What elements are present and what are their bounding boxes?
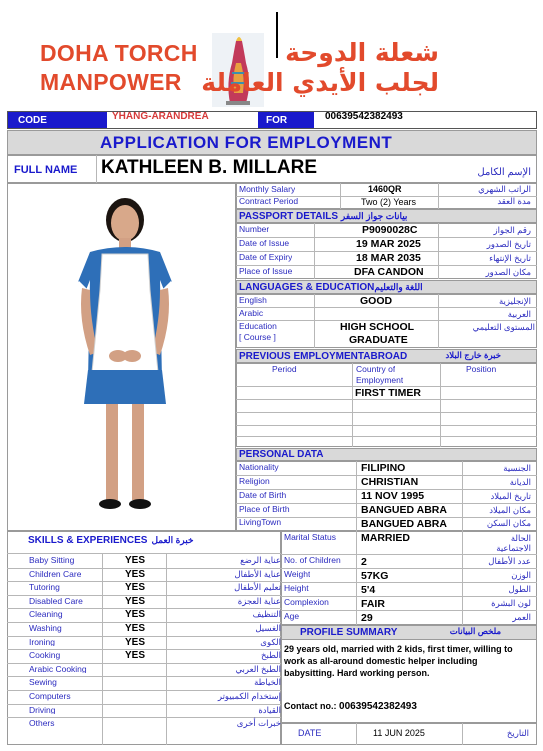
skill-label: Washing xyxy=(29,624,62,633)
education-value-line1: HIGH SCHOOL xyxy=(340,321,415,333)
for-label: FOR xyxy=(266,115,288,126)
age-label: Age xyxy=(284,612,300,621)
place-of-birth-label: Place of Birth xyxy=(239,505,290,514)
weight-label-ar: الوزن xyxy=(511,570,531,580)
weight-value: 57KG xyxy=(361,570,389,582)
previous-employment-title: PREVIOUS EMPLOYMENTABROAD xyxy=(239,351,408,362)
skill-label: Baby Sitting xyxy=(29,556,75,565)
height-label: Height xyxy=(284,584,309,593)
contract-period-label-ar: مدة العقد xyxy=(497,196,531,206)
skill-label-ar: عناية الرضع xyxy=(240,555,281,565)
height-value: 5'4 xyxy=(361,584,376,596)
previous-employment-entry: FIRST TIMER xyxy=(355,387,421,399)
company-name-ar-line2: لجلب الأيدي العاملة xyxy=(201,68,439,97)
complexion-value: FAIR xyxy=(361,598,385,610)
header-divider xyxy=(276,12,278,58)
previous-employment-title-ar: خبرة خارج البلاد xyxy=(445,350,501,360)
passport-number-value: P9090028C xyxy=(362,224,418,236)
marital-status-label-ar1: الحالة xyxy=(510,533,531,543)
contract-period-label: Contract Period xyxy=(239,197,299,206)
skill-label-ar: الطبخ xyxy=(261,650,281,661)
skill-label: Computers xyxy=(29,692,71,701)
salary-label-ar: الراتب الشهري xyxy=(478,184,531,194)
complexion-label: Complexion xyxy=(284,598,329,607)
full-name-label-ar: الإسم الكامل xyxy=(477,167,531,178)
company-name-en-line2: MANPOWER xyxy=(40,69,182,95)
date-of-birth-label-ar: تاريخ الميلاد xyxy=(490,491,531,501)
arabic-label: Arabic xyxy=(239,309,264,318)
religion-label: Religion xyxy=(239,477,270,486)
education-label: Education xyxy=(239,322,277,331)
applicant-photo xyxy=(60,190,190,526)
skills-title: SKILLS & EXPERIENCES خبرة العمل xyxy=(28,535,194,546)
passport-section-title-ar: بيانات جواز السفر xyxy=(340,211,408,221)
education-value-line2: GRADUATE xyxy=(349,334,408,346)
arabic-label-ar: العربية xyxy=(507,309,531,319)
english-value: GOOD xyxy=(360,295,393,307)
contact-line xyxy=(284,701,417,712)
children-label: No. of Children xyxy=(284,556,341,565)
date-of-issue-label-ar: تاريخ الصدور xyxy=(486,239,531,249)
english-label-ar: الإنجليزية xyxy=(498,296,531,306)
skill-value: YES xyxy=(125,609,146,621)
date-of-expiry-value: 18 MAR 2035 xyxy=(356,252,421,264)
col-position: Position xyxy=(466,365,497,374)
skill-label: Others xyxy=(29,719,55,728)
skills-title-ar: خبرة العمل xyxy=(151,535,194,545)
languages-section-title-ar: اللغة والتعليم xyxy=(374,282,423,292)
page-title: APPLICATION FOR EMPLOYMENT xyxy=(100,133,393,152)
living-town-value: BANGUED ABRA xyxy=(361,518,447,530)
skill-label: Tutoring xyxy=(29,583,60,592)
complexion-label-ar: لون البشرة xyxy=(491,598,531,608)
marital-status-label: Marital Status xyxy=(284,533,336,542)
col-country-line2: Employment xyxy=(356,376,404,385)
place-of-issue-value: DFA CANDON xyxy=(354,266,424,278)
place-of-birth-label-ar: مكان الميلاد xyxy=(489,505,531,515)
skill-value: YES xyxy=(125,568,146,580)
profile-summary-title-ar: ملخص البيانات xyxy=(449,626,501,636)
nationality-label: Nationality xyxy=(239,463,279,472)
height-label-ar: الطول xyxy=(508,584,531,594)
skill-label: Arabic Cooking xyxy=(29,664,87,674)
passport-number-label-ar: رقم الجواز xyxy=(493,225,531,235)
date-value: 11 JUN 2025 xyxy=(373,728,425,738)
living-town-label-ar: مكان السكن xyxy=(486,518,531,528)
full-name-label: FULL NAME xyxy=(14,164,78,176)
code-label-cell xyxy=(8,112,107,128)
skill-label-ar: عناية الأطفال xyxy=(234,568,281,579)
contract-period-value: Two (2) Years xyxy=(361,197,417,207)
code-value: YHANG-ARANDREA xyxy=(112,111,209,122)
nationality-label-ar: الجنسية xyxy=(503,463,531,473)
salary-label: Monthly Salary xyxy=(239,185,296,194)
living-town-label: LivingTown xyxy=(239,518,282,527)
english-label: English xyxy=(239,296,267,305)
contact-label: Contact no.: xyxy=(284,701,337,711)
place-of-issue-label: Place of Issue xyxy=(239,267,293,276)
skill-label: Sewing xyxy=(29,678,57,687)
skill-label: Children Care xyxy=(29,569,82,579)
skill-value: YES xyxy=(125,623,146,634)
education-course-label: [ Course ] xyxy=(239,333,276,342)
date-of-birth-value: 11 NOV 1995 xyxy=(361,490,425,502)
col-period: Period xyxy=(272,365,297,374)
profile-summary-title: PROFILE SUMMARY xyxy=(300,627,398,638)
children-value: 2 xyxy=(361,556,367,568)
col-country-line1: Country of xyxy=(356,365,396,374)
age-value: 29 xyxy=(361,612,373,624)
skill-value: YES xyxy=(125,595,146,607)
company-name-ar-line1: شعلة الدوحة xyxy=(285,38,439,67)
weight-label: Weight xyxy=(284,570,311,579)
code-label: CODE xyxy=(18,115,47,126)
languages-section-title: LANGUAGES & EDUCATIONاللغة والتعليم xyxy=(239,282,423,293)
passport-number-label: Number xyxy=(239,225,270,234)
skill-label-ar: التنظيف xyxy=(252,609,281,620)
place-of-birth-value: BANGUED ABRA xyxy=(361,504,447,516)
skill-value: YES xyxy=(125,582,146,594)
skill-value: YES xyxy=(125,650,146,662)
marital-status-label-ar2: الاجتماعية xyxy=(496,543,531,553)
for-value: 00639542382493 xyxy=(325,111,403,122)
education-label-ar: المستوى التعليمي xyxy=(472,322,535,332)
full-name-value: KATHLEEN B. MILLARE xyxy=(101,157,318,178)
date-of-birth-label: Date of Birth xyxy=(239,491,287,500)
skill-label-ar: تعليم الأطفال xyxy=(234,582,281,593)
skill-label: Cleaning xyxy=(29,610,63,619)
skill-label: Driving xyxy=(29,705,56,715)
skill-label-ar: الخياطة xyxy=(254,677,281,688)
religion-label-ar: الديانة xyxy=(509,477,531,487)
place-of-issue-label-ar: مكان الصدور xyxy=(485,267,531,277)
company-name-en-line1: DOHA TORCH xyxy=(40,40,198,66)
religion-value: CHRISTIAN xyxy=(361,476,419,488)
skill-label-ar: الطبخ العربي xyxy=(235,663,281,674)
date-of-issue-label: Date of Issue xyxy=(239,239,290,248)
date-of-issue-value: 19 MAR 2025 xyxy=(356,238,421,250)
age-label-ar: العمر xyxy=(512,612,531,622)
skill-value: YES xyxy=(125,636,146,648)
for-label-cell xyxy=(258,112,314,128)
logo-header xyxy=(0,0,543,110)
profile-summary-text: 29 years old, married with 2 kids, first timer, willing to work as all-around domestic helper including babysitting. Hard working person. xyxy=(284,644,513,678)
date-of-expiry-label-ar: تاريخ الإنتهاء xyxy=(489,253,531,263)
children-label-ar: عدد الأطفال xyxy=(488,556,531,566)
skill-label: Cooking xyxy=(29,651,61,660)
skill-label-ar: إستخدام الكمبيوتر xyxy=(217,691,281,701)
skill-label-ar: القيادة xyxy=(258,704,281,715)
personal-data-title: PERSONAL DATA xyxy=(239,449,324,460)
date-label-ar: التاريخ xyxy=(506,728,529,738)
marital-status-value: MARRIED xyxy=(361,532,410,544)
skill-label-ar: خبرات أخرى xyxy=(236,718,281,729)
salary-value: 1460QR xyxy=(368,184,402,194)
skill-label-ar: عناية العجزة xyxy=(237,595,281,606)
date-of-expiry-label: Date of Expiry xyxy=(239,253,293,262)
skill-label: Ironing xyxy=(29,637,55,647)
nationality-value: FILIPINO xyxy=(361,462,406,474)
skill-label-ar: الغسيل xyxy=(255,623,281,633)
skill-label: Disabled Care xyxy=(29,596,83,606)
date-label: DATE xyxy=(298,729,322,738)
contact-value: 00639542382493 xyxy=(339,701,417,712)
passport-section-title: PASSPORT DETAILS بيانات جواز السفر xyxy=(239,211,408,222)
skill-label-ar: الكوى xyxy=(260,636,281,647)
skill-value: YES xyxy=(125,555,146,566)
